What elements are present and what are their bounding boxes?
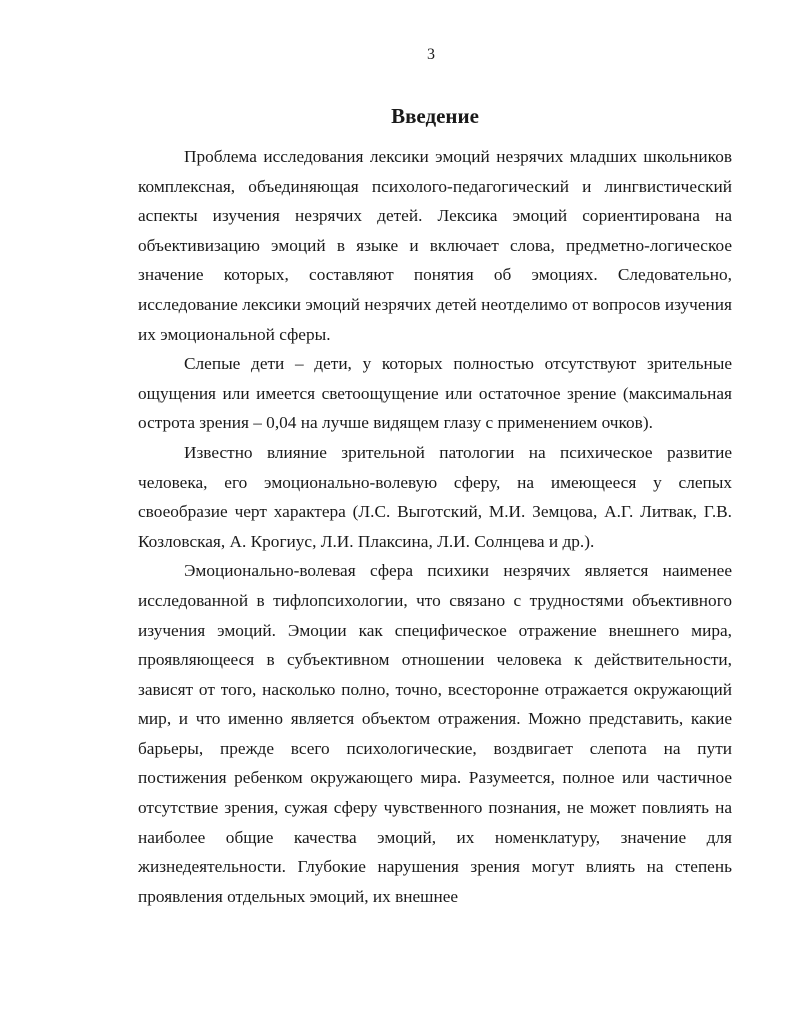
page-number: 3 xyxy=(427,46,435,63)
paragraph-3: Известно влияние зрительной патологии на психическое развитие человека, его эмоционально-волевую сферу, на имеющееся у слепых своеобразие черт характера (Л.С. Выготский, М.И. Земцова, А.Г. Литвак, Г.В. Козловская, А. Крогиус, Л.И. Плаксина, Л.И. Солнцева и др.). xyxy=(138,442,732,551)
paragraph-4: Эмоционально-волевая сфера психики незрячих является наименее исследованной в тифлопсихологии, что связано с трудностями объективного изучения эмоций. Эмоции как специфическое отражение внешнего мира, проявляющееся в субъективном отношении человека к действительности, зависят от того, насколько полно, точно, всесторонне отражается окружающий мир, и что именно является объектом отражения. Можно представить, какие барьеры, прежде всего психологические, воздвигает слепота на пути постижения ребенком окружающего мира. Разумеется, полное или частичное отсутствие зрения, сужая сферу чувственного познания, не может повлиять на наиболее общие качества эмоций, их номенклатуру, значение для жизнедеятельности. Глубокие нарушения зрения могут влиять на степень проявления отдельных эмоций, их внешнее xyxy=(138,561,732,906)
body-text xyxy=(138,142,732,911)
paragraph-1: Проблема исследования лексики эмоций незрячих младших школьников комплексная, объединяющая психолого-педагогический и лингвистический аспекты изучения незрячих детей. Лексика эмоций сориентирована на объективизацию эмоций в языке и включает слова, предметно-логическое значение которых, составляют понятия об эмоциях. Следовательно, исследование лексики эмоций незрячих детей неотделимо от вопросов изучения их эмоциональной сферы. xyxy=(138,147,732,344)
paragraph-2: Слепые дети – дети, у которых полностью отсутствуют зрительные ощущения или имеется светоощущение или остаточное зрение (максимальная острота зрения – 0,04 на лучше видящем глазу с применением очков). xyxy=(138,354,732,433)
page-title: Введение xyxy=(391,104,479,128)
